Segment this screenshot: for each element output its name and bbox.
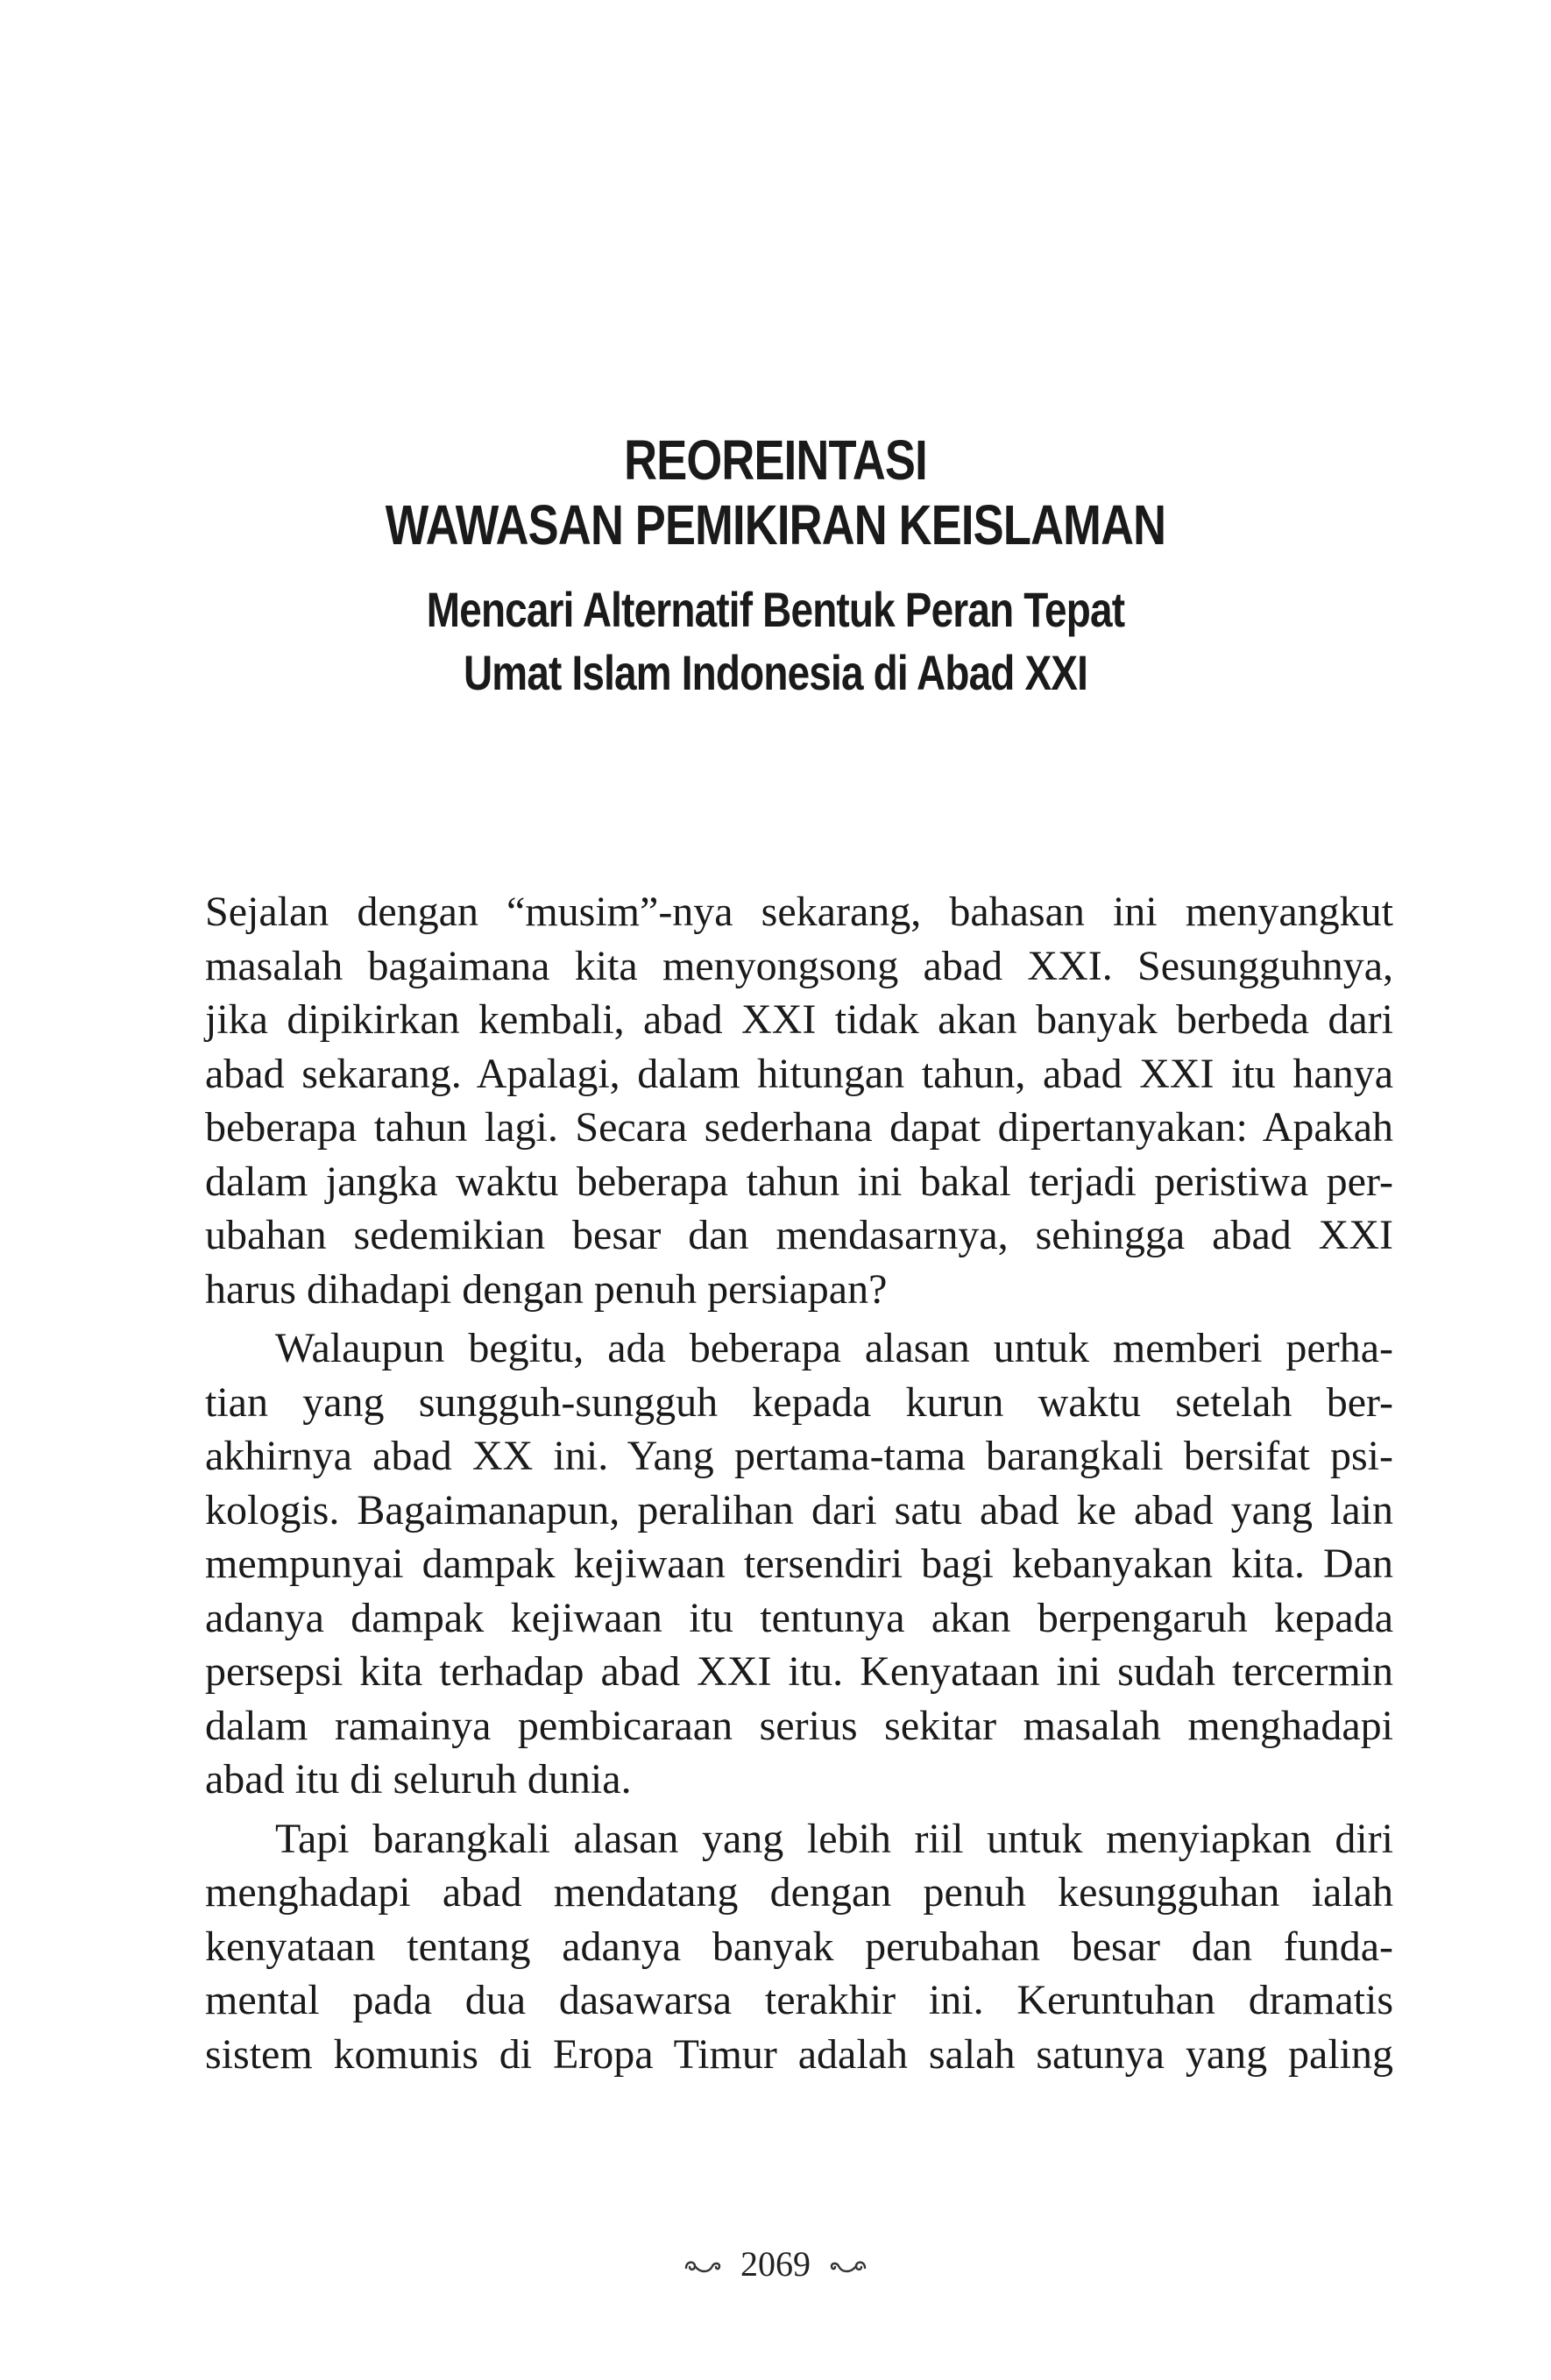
text-line: beberapa tahun lagi. Secara sederhana dapat dipertanyakan: Apakah xyxy=(205,1104,1393,1151)
text-line: akhirnya abad XX ini. Yang pertama-tama barangkali bersifat psi- xyxy=(205,1433,1393,1479)
chapter-subtitle-line-2: Umat Islam Indonesia di Abad XXI xyxy=(463,645,1088,700)
page-footer xyxy=(0,2243,1551,2284)
text-line: tian yang sungguh-sungguh kepada kurun waktu setelah ber- xyxy=(205,1378,1393,1426)
text-line: abad itu di seluruh dunia. xyxy=(205,1756,632,1803)
chapter-title-line-1: REOREINTASI xyxy=(624,429,927,492)
text-line: adanya dampak kejiwaan itu tentunya akan berpengaruh kepada xyxy=(205,1594,1393,1641)
text-line: kenyataan tentang adanya banyak perubahan besar dan funda- xyxy=(205,1923,1393,1970)
text-line: abad sekarang. Apalagi, dalam hitungan tahun, abad XXI itu hanya xyxy=(205,1050,1393,1097)
page-number: 2069 xyxy=(740,2244,811,2284)
text-line: harus dihadapi dengan penuh persiapan? xyxy=(205,1265,888,1313)
chapter-subtitle-line-1: Mencari Alternatif Bentuk Peran Tepat xyxy=(426,582,1125,637)
text-line: Walaupun begitu, ada beberapa alasan untuk memberi perha- xyxy=(275,1325,1393,1371)
text-line: mempunyai dampak kejiwaan tersendiri bagi kebanyakan kita. Dan xyxy=(205,1541,1393,1587)
text-line: masalah bagaimana kita menyongsong abad XXI. Sesungguhnya, xyxy=(205,942,1393,989)
text-line: mental pada dua dasawarsa terakhir ini. Keruntuhan dramatis xyxy=(205,1977,1393,2023)
text-line: kologis. Bagaimanapun, peralihan dari satu abad ke abad yang lain xyxy=(205,1486,1393,1534)
text-line: Tapi barangkali alasan yang lebih riil untuk menyiapkan diri xyxy=(275,1815,1393,1862)
ornament-right-icon xyxy=(828,2251,868,2284)
chapter-subtitle xyxy=(0,578,1551,705)
text-line: menghadapi abad mendatang dengan penuh kesungguhan ialah xyxy=(205,1869,1393,1916)
paragraph-3 xyxy=(205,1812,1393,2082)
swirl-right-icon xyxy=(828,2256,868,2277)
text-line: dalam jangka waktu beberapa tahun ini bakal terjadi peristiwa per- xyxy=(205,1158,1393,1205)
text-line: Sejalan dengan “musim”-nya sekarang, bahasan ini menyangkut xyxy=(205,889,1393,935)
chapter-heading xyxy=(0,428,1551,705)
text-line: ubahan sedemikian besar dan mendasarnya, sehingga abad XXI xyxy=(205,1212,1393,1258)
text-line: dalam ramainya pembicaraan serius sekitar masalah menghadapi xyxy=(205,1702,1393,1749)
chapter-title-line-2: WAWASAN PEMIKIRAN KEISLAMAN xyxy=(385,493,1166,556)
paragraph-2 xyxy=(205,1321,1393,1807)
text-line: jika dipikirkan kembali, abad XXI tidak akan banyak berbeda dari xyxy=(205,996,1393,1043)
text-line: persepsi kita terhadap abad XXI itu. Kenyataan ini sudah tercermin xyxy=(205,1648,1393,1695)
body-text xyxy=(205,885,1393,2081)
paragraph-1 xyxy=(205,885,1393,1316)
text-line: sistem komunis di Eropa Timur adalah salah satunya yang paling xyxy=(205,2030,1393,2078)
ornament-left-icon xyxy=(683,2251,723,2284)
swirl-left-icon xyxy=(683,2256,723,2277)
